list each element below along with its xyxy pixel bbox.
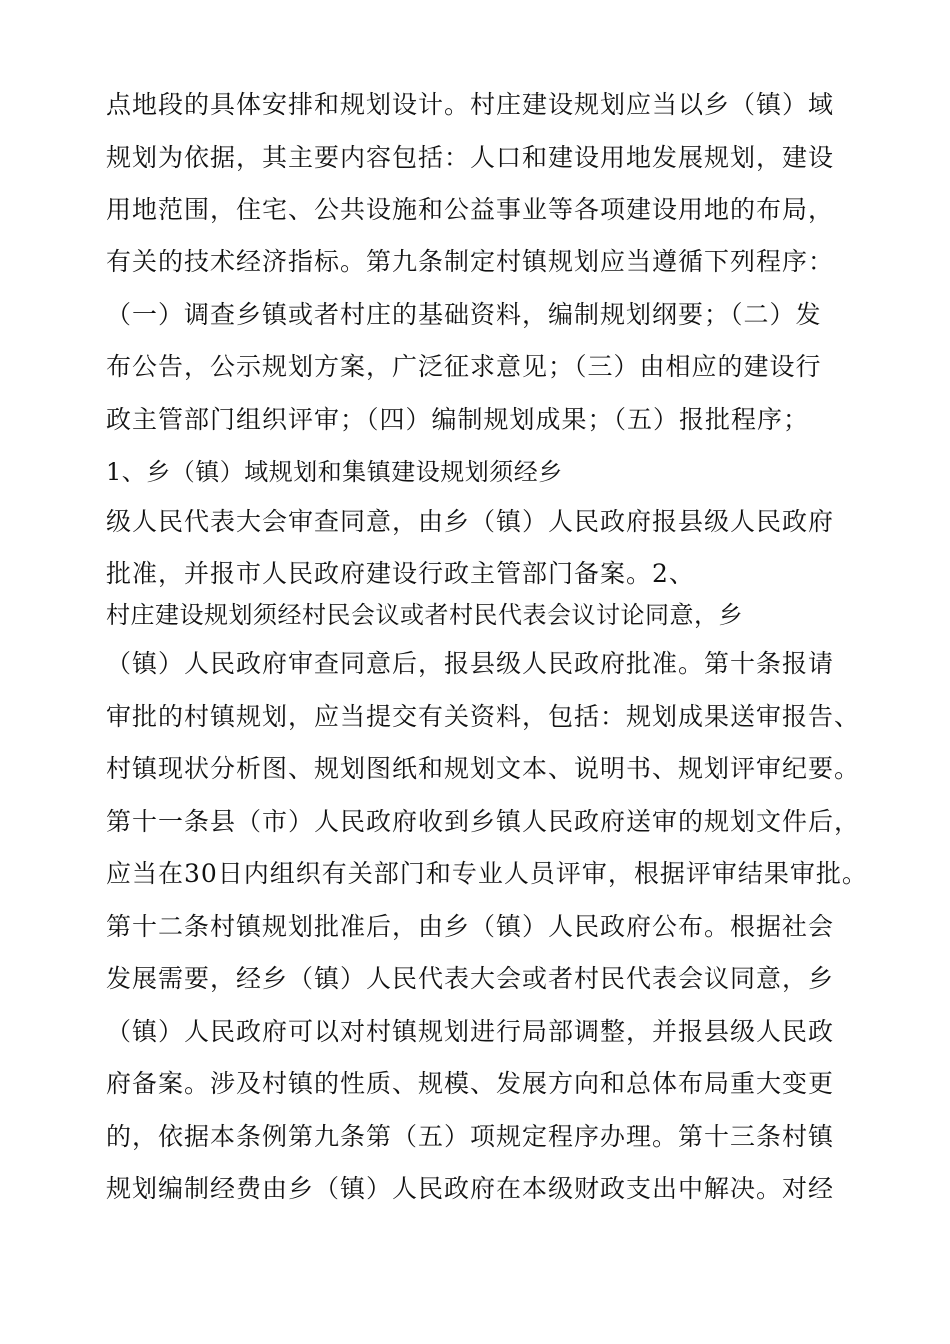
text-line: 规划编制经费由乡（镇）人民政府在本级财政支出中解决。对经 — [106, 1174, 835, 1203]
text-line: 有关的技术经济指标。第九条制定村镇规划应当遵循下列程序： — [106, 247, 835, 276]
text-line: 政主管部门组织评审；（四）编制规划成果；（五）报批程序； — [106, 405, 810, 434]
text-line: （一）调查乡镇或者村庄的基础资料，编制规划纲要；（二）发 — [106, 300, 822, 329]
text-line: 布公告，公示规划方案，广泛征求意见；（三）由相应的建设行 — [106, 352, 822, 381]
text-line: 发展需要，经乡（镇）人民代表大会或者村民代表会议同意，乡 — [106, 964, 835, 993]
text-line: 应当在30日内组织有关部门和专业人员评审，根据评审结果审批。 — [106, 859, 868, 888]
text-line: （镇）人民政府可以对村镇规划进行局部调整，并报县级人民政 — [106, 1017, 835, 1046]
text-line: 规划为依据，其主要内容包括：人口和建设用地发展规划，建设 — [106, 143, 835, 172]
text-line: 第十一条县（市）人民政府收到乡镇人民政府送审的规划文件后， — [106, 807, 861, 836]
text-line: 审批的村镇规划，应当提交有关资料，包括：规划成果送审报告、 — [106, 702, 861, 731]
text-line: 村庄建设规划须经村民会议或者村民代表会议讨论同意，乡 — [106, 601, 743, 629]
text-line: 的，依据本条例第九条第（五）项规定程序办理。第十三条村镇 — [106, 1122, 835, 1151]
text-line: （镇）人民政府审查同意后，报县级人民政府批准。第十条报请 — [106, 649, 835, 678]
text-line: 批准，并报市人民政府建设行政主管部门备案。2、 — [106, 559, 695, 588]
text-line: 府备案。涉及村镇的性质、规模、发展方向和总体布局重大变更 — [106, 1069, 835, 1098]
text-line: 1、乡（镇）域规划和集镇建设规划须经乡 — [106, 458, 563, 486]
text-line: 用地范围，住宅、公共设施和公益事业等各项建设用地的布局， — [106, 195, 835, 224]
text-line: 级人民代表大会审查同意，由乡（镇）人民政府报县级人民政府 — [106, 507, 835, 536]
text-line: 第十二条村镇规划批准后，由乡（镇）人民政府公布。根据社会 — [106, 912, 835, 941]
text-line: 村镇现状分析图、规划图纸和规划文本、说明书、规划评审纪要。 — [106, 754, 861, 783]
text-line: 点地段的具体安排和规划设计。村庄建设规划应当以乡（镇）域 — [106, 90, 835, 119]
